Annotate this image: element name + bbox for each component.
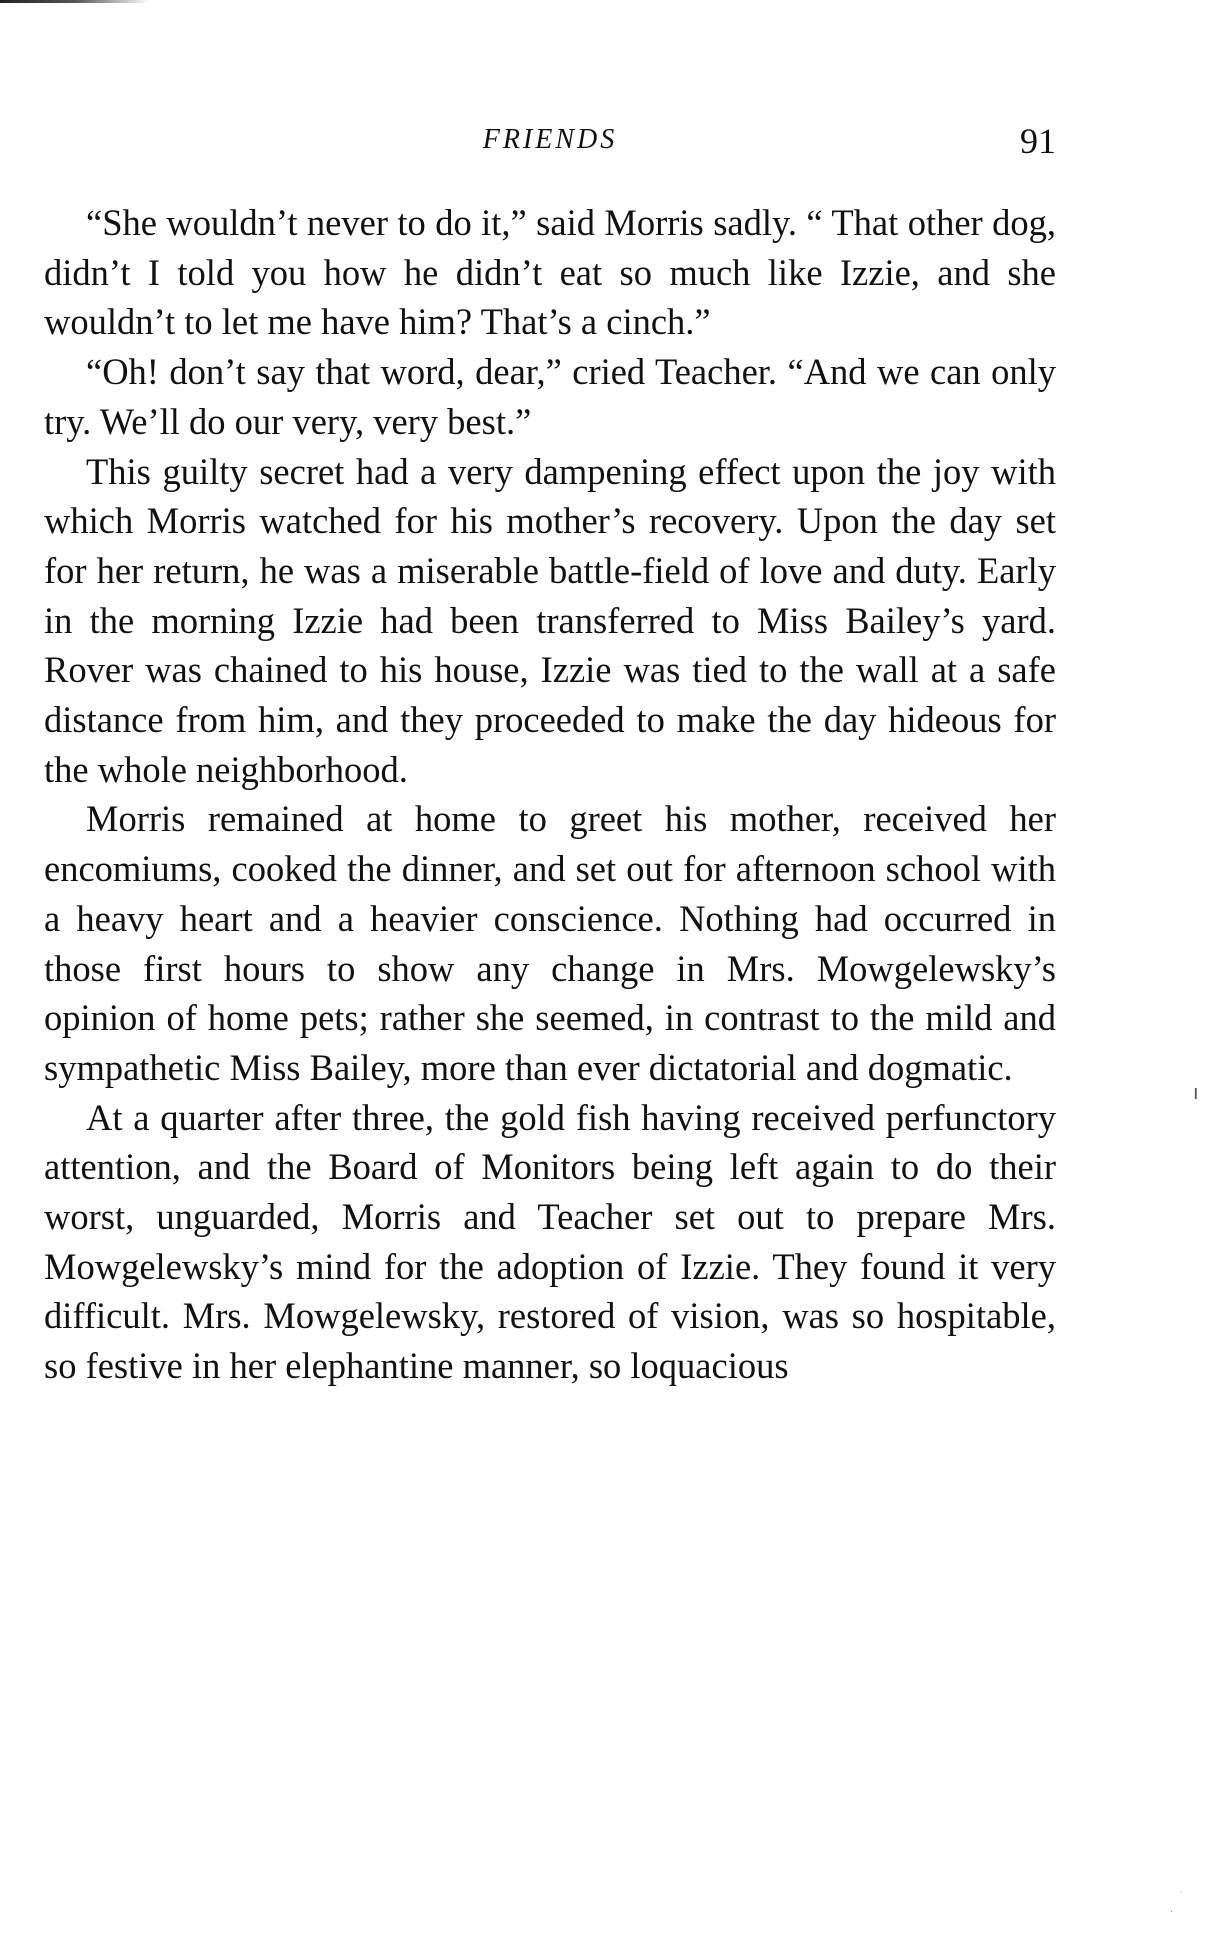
scan-speck: · (1170, 1907, 1174, 1918)
running-head (44, 120, 1056, 170)
scan-speck: ı (1193, 1080, 1199, 1104)
paragraph-4: Morris remained at home to greet his mother, received her encomiums, cooked the dinner, and set out for afternoon school with a heavy heart and a heavier conscience. Nothing had occurred in those first hours to show any change in Mrs. Mowgelewsky’s opinion of home pets; rather she seemed, in contrast to the mild and sympathetic Miss Bailey, more than ever dictatorial and dogmatic. (44, 798, 1056, 1088)
paragraph-3: This guilty secret had a very dampening effect upon the joy with which Morris watched for his mother’s recovery. Upon the day set for her return, he was a miserable battle-field of love and duty. Early in the morning Izzie had been transferred to Miss Bailey’s yard. Rover was chained to his house, Izzie was tied to the wall at a safe distance from him, and they proceeded to make the day hideous for the whole neighborhood. (44, 450, 1056, 790)
paragraph-2: “Oh! don’t say that word, dear,” cried Teacher. “And we can only try. We’ll do our very, very best.” (44, 351, 1056, 442)
paragraph-1: “She wouldn’t never to do it,” said Morris sadly. “ That other dog, didn’t I told you how he didn’t eat so much like Izzie, and she wouldn’t to let me have him? That’s a cinch.” (44, 202, 1056, 343)
scan-edge-mark (0, 0, 150, 3)
paragraph-5: At a quarter after three, the gold fish having received perfunctory attention, and the Board of Monitors being left again to do their worst, unguarded, Morris and Teacher set out to prepare Mrs. Mowgelewsky’s mind for the adoption of Izzie. They found it very difficult. Mrs. Mowgelewsky, restored of vision, was so hospitable, so festive in her elephantine manner, so loquacious (44, 1096, 1056, 1387)
running-title: FRIENDS (482, 124, 618, 155)
page-number: 91 (1020, 121, 1056, 161)
body-text (44, 198, 1056, 1391)
scan-speck: · (1180, 1888, 1183, 1897)
